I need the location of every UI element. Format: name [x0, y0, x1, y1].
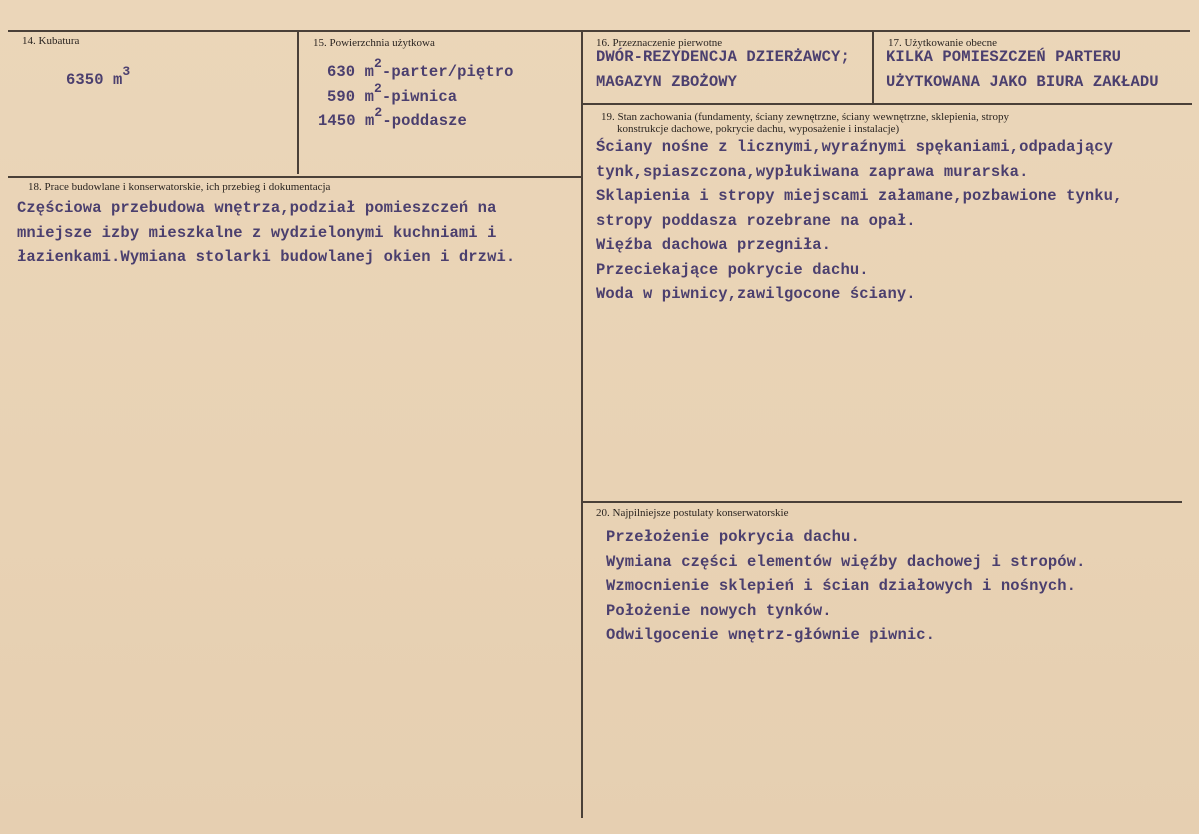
- uzytkowanie-value: [886, 45, 1159, 94]
- field-label-stan-cont: konstrukcje dachowe, pokrycie dachu, wyposażenie i instalacje): [617, 123, 900, 135]
- text-line: Położenie nowych tynków.: [606, 601, 832, 620]
- powierzchnia-values: [318, 56, 514, 134]
- field-label-kubatura: 14. Kubatura: [22, 35, 80, 47]
- text-line: łazienkami.Wymiana stolarki budowlanej okien i drzwi.: [17, 248, 516, 266]
- przeznaczenie-value: [596, 45, 850, 94]
- field-label-przeznaczenie: 16. Przeznaczenie pierwotne: [596, 37, 723, 49]
- field-label-uzytkowanie: 17. Użytkowanie obecne: [888, 37, 998, 49]
- stan-value: [596, 135, 1122, 307]
- text-line: stropy poddasza rozebrane na opał.: [596, 211, 916, 230]
- text-line: KILKA POMIESZCZEŃ PARTERU: [886, 48, 1122, 66]
- powierzchnia-row: 1450 $m^2$-poddasze: [318, 105, 467, 130]
- text-line: Przeciekające pokrycie dachu.: [596, 260, 869, 279]
- text-line: Ściany nośne z licznymi,wyraźnymi spękaniami,odpadający: [596, 138, 1114, 156]
- top-rule: [8, 30, 1190, 32]
- text-line: Więźba dachowa przegniła.: [596, 236, 832, 254]
- text-line: Sklapienia i stropy miejscami załamane,pozbawione tynku,: [596, 187, 1123, 205]
- rule-under-16-17: [582, 103, 1192, 105]
- rule-under-14-15: [8, 176, 583, 178]
- field-label-powierzchnia: 15. Powierzchnia użytkowa: [313, 37, 435, 49]
- text-line: Częściowa przebudowa wnętrza,podział pomieszczeń na: [17, 199, 497, 217]
- field-label-stan: 19. Stan zachowania (fundamenty, ściany zewnętrzne, ściany wewnętrzne, sklepienia, stropy: [601, 111, 1009, 123]
- text-line: Wymiana części elementów więźby dachowej i stropów.: [606, 552, 1086, 571]
- prace-value: [17, 196, 515, 270]
- divider-kubatura: [297, 30, 299, 174]
- powierzchnia-row: 590 $m^2$-piwnica: [327, 80, 458, 106]
- center-divider: [581, 30, 583, 818]
- field-label-prace: 18. Prace budowlane i konserwatorskie, ich przebieg i dokumentacja: [28, 181, 331, 193]
- text-line: Odwilgocenie wnętrz-głównie piwnic.: [606, 626, 936, 644]
- text-line: Przełożenie pokrycia dachu.: [606, 528, 860, 546]
- rule-under-19: [582, 501, 1182, 503]
- text-line: Woda w piwnicy,zawilgocone ściany.: [596, 285, 916, 303]
- text-line: tynk,spiaszczona,wypłukiwana zaprawa murarska.: [596, 162, 1029, 181]
- text-line: UŻYTKOWANA JAKO BIURA ZAKŁADU: [886, 72, 1159, 91]
- kubatura-number: 6350 m: [66, 71, 123, 89]
- text-line: DWÓR-REZYDENCJA DZIERŻAWCY;: [596, 48, 850, 66]
- text-line: Wzmocnienie sklepień i ścian działowych i nośnych.: [606, 577, 1077, 595]
- powierzchnia-row: 630 $m^2-parter$/piętro: [327, 56, 514, 81]
- kubatura-value: [66, 64, 131, 94]
- divider-uzytkowanie: [872, 30, 874, 104]
- text-line: mniejsze izby mieszkalne z wydzielonymi kuchniami i: [17, 223, 497, 242]
- text-line: MAGAZYN ZBOŻOWY: [596, 72, 738, 91]
- field-label-postulaty: 20. Najpilniejsze postulaty konserwatorskie: [596, 507, 789, 519]
- kubatura-unit-sup: 3: [122, 64, 131, 79]
- postulaty-value: [606, 525, 1085, 648]
